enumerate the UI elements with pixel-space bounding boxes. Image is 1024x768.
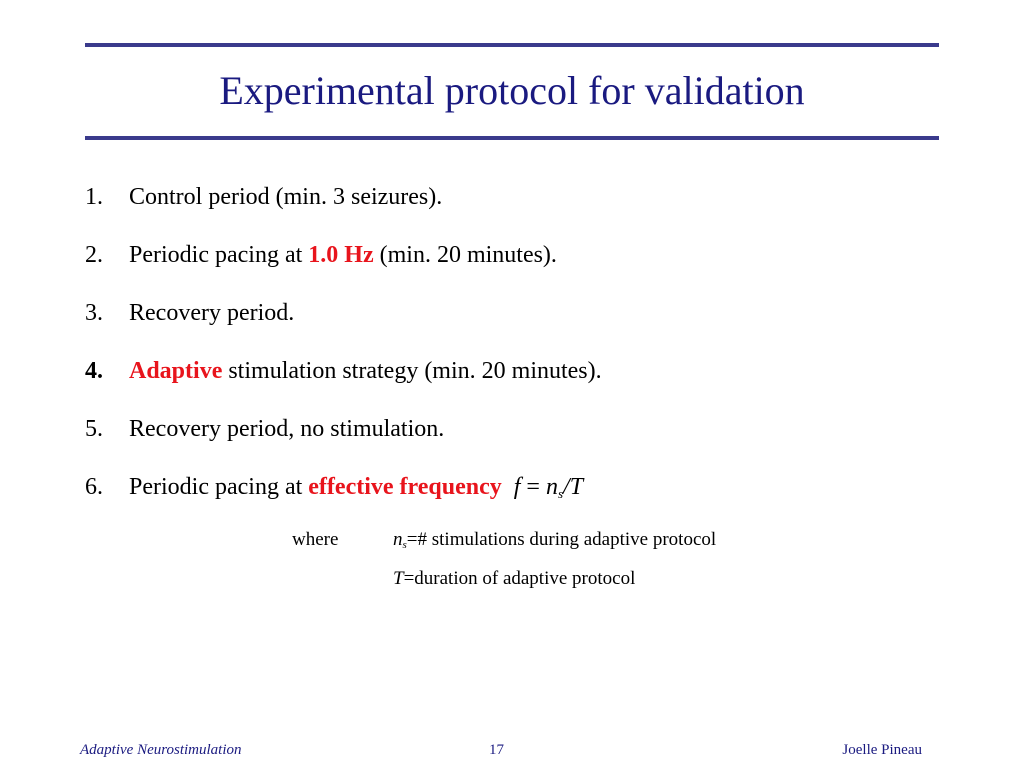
list-item — [85, 240, 557, 270]
item-number: 2. — [85, 242, 103, 268]
item-number: 4. — [85, 358, 103, 384]
item-highlight: Adaptive — [129, 358, 223, 384]
item-number: 6. — [85, 474, 103, 500]
item-number: 3. — [85, 300, 103, 326]
list-item — [85, 356, 602, 386]
list-item — [85, 414, 444, 444]
list-item — [85, 472, 583, 509]
list-item — [85, 298, 294, 328]
frequency-formula: $f = n_s/T$ — [513, 474, 584, 501]
footer-course-title: Adaptive Neurostimulation — [80, 742, 242, 758]
item-text-after: stimulation strategy (min. 20 minutes). — [222, 358, 602, 384]
item-text: Recovery period. — [129, 300, 295, 326]
ns-definition: $n_s=\#$ stimulations during adaptive protocol — [393, 529, 717, 551]
slide-title: Experimental protocol for validation — [219, 68, 805, 113]
item-highlight: effective frequency — [308, 474, 502, 500]
item-text-after: (min. 20 minutes). — [373, 242, 557, 268]
item-number: 5. — [85, 416, 103, 442]
where-label: where — [292, 529, 339, 550]
item-text: Control period (min. 3 seizures). — [129, 184, 443, 210]
footer-author: Joelle Pineau — [842, 742, 922, 758]
item-text: Periodic pacing at — [129, 474, 309, 500]
list-item — [85, 182, 442, 212]
item-number: 1. — [85, 184, 103, 210]
item-text: Periodic pacing at — [129, 242, 309, 268]
footer-page-number: 17 — [489, 742, 504, 758]
item-text: Recovery period, no stimulation. — [129, 416, 445, 442]
t-definition: T=duration of adaptive protocol — [393, 568, 636, 589]
item-highlight: 1.0 Hz — [308, 242, 374, 268]
